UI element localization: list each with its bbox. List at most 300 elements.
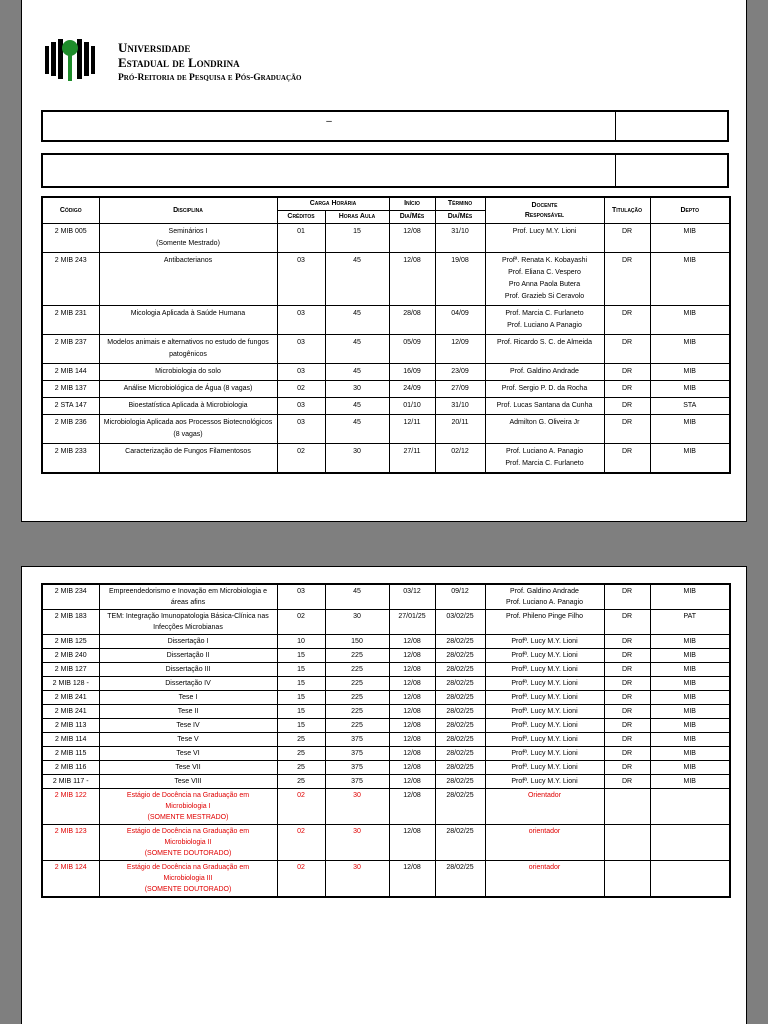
cell-disciplina-line: Seminários I bbox=[168, 228, 208, 235]
cell-docente bbox=[485, 733, 604, 747]
cell-disciplina bbox=[99, 253, 277, 306]
cell-titulacao: DR bbox=[604, 663, 650, 677]
cell-termino: 28/02/25 bbox=[435, 691, 485, 705]
cell-horas: 150 bbox=[325, 635, 389, 649]
cell-inicio: 28/08 bbox=[389, 306, 435, 335]
table-row bbox=[42, 747, 730, 761]
cell-inicio: 12/08 bbox=[389, 789, 435, 825]
cell-docente-line: Prof. Luciano A Panagio bbox=[507, 322, 582, 329]
cell-disciplina bbox=[99, 364, 277, 381]
cell-inicio: 12/08 bbox=[389, 719, 435, 733]
cell-titulacao: DR bbox=[604, 335, 650, 364]
cell-creditos: 02 bbox=[277, 825, 325, 861]
cell-creditos: 15 bbox=[277, 677, 325, 691]
cell-inicio: 01/10 bbox=[389, 398, 435, 415]
table-row bbox=[42, 335, 730, 364]
cell-disciplina-line: Estágio de Docência na Graduação em bbox=[126, 864, 250, 871]
cell-creditos: 03 bbox=[277, 364, 325, 381]
cell-horas: 45 bbox=[325, 584, 389, 610]
cell-codigo: 2 MIB 144 bbox=[42, 364, 99, 381]
cell-disciplina bbox=[99, 381, 277, 398]
cell-horas: 15 bbox=[325, 224, 389, 253]
col-titulacao: Titulação bbox=[604, 197, 650, 224]
cell-depto: MIB bbox=[650, 335, 730, 364]
cell-horas: 225 bbox=[325, 691, 389, 705]
cell-creditos: 02 bbox=[277, 610, 325, 635]
table-row bbox=[42, 775, 730, 789]
cell-creditos: 03 bbox=[277, 253, 325, 306]
cell-docente-line: Profª. Lucy M.Y. Lioni bbox=[511, 666, 578, 673]
table-row bbox=[42, 398, 730, 415]
cell-disciplina-line: Antibacterianos bbox=[163, 257, 213, 264]
cell-creditos: 25 bbox=[277, 733, 325, 747]
cell-titulacao bbox=[604, 789, 650, 825]
cell-creditos: 03 bbox=[277, 415, 325, 444]
cell-docente-line: Prof. Luciano A. Panagio bbox=[505, 599, 584, 606]
university-header bbox=[118, 40, 302, 85]
cell-titulacao: DR bbox=[604, 398, 650, 415]
cell-depto: MIB bbox=[650, 705, 730, 719]
cell-docente bbox=[485, 789, 604, 825]
cell-codigo: 2 MIB 236 bbox=[42, 415, 99, 444]
cell-horas: 375 bbox=[325, 733, 389, 747]
cell-disciplina-line: Tese IV bbox=[176, 722, 200, 729]
cell-creditos: 15 bbox=[277, 719, 325, 733]
cell-disciplina-line: Dissertação IV bbox=[165, 680, 211, 687]
cell-creditos: 03 bbox=[277, 584, 325, 610]
col-depto: Depto bbox=[650, 197, 730, 224]
table-row bbox=[42, 635, 730, 649]
col-termino: Término bbox=[435, 197, 485, 211]
subtitle-box-divider bbox=[615, 155, 616, 186]
cell-inicio: 12/08 bbox=[389, 224, 435, 253]
cell-codigo: 2 MIB 241 bbox=[42, 691, 99, 705]
cell-codigo: 2 MIB 114 bbox=[42, 733, 99, 747]
cell-depto bbox=[650, 825, 730, 861]
cell-horas: 45 bbox=[325, 364, 389, 381]
cell-termino: 28/02/25 bbox=[435, 635, 485, 649]
cell-horas: 30 bbox=[325, 861, 389, 898]
cell-docente bbox=[485, 444, 604, 474]
cell-inicio: 24/09 bbox=[389, 381, 435, 398]
cell-disciplina-line: Análise Microbiológica de Água (8 vagas) bbox=[123, 385, 253, 392]
cell-docente bbox=[485, 691, 604, 705]
col-docente bbox=[485, 197, 604, 224]
cell-inicio: 12/08 bbox=[389, 649, 435, 663]
cell-depto: MIB bbox=[650, 691, 730, 705]
cell-inicio: 05/09 bbox=[389, 335, 435, 364]
cell-docente-line: Profª. Lucy M.Y. Lioni bbox=[511, 680, 578, 687]
cell-termino: 09/12 bbox=[435, 584, 485, 610]
cell-horas: 45 bbox=[325, 335, 389, 364]
table-row bbox=[42, 415, 730, 444]
cell-codigo: 2 MIB 127 bbox=[42, 663, 99, 677]
table-row bbox=[42, 253, 730, 306]
cell-disciplina bbox=[99, 335, 277, 364]
cell-creditos: 15 bbox=[277, 663, 325, 677]
table-1-header-row-1 bbox=[42, 197, 730, 211]
cell-titulacao: DR bbox=[604, 224, 650, 253]
cell-docente bbox=[485, 364, 604, 381]
cell-disciplina-line: Microbiologia II bbox=[164, 839, 212, 846]
cell-docente-line: Profª. Lucy M.Y. Lioni bbox=[511, 764, 578, 771]
table-1-body bbox=[42, 224, 730, 474]
cell-termino: 28/02/25 bbox=[435, 733, 485, 747]
cell-inicio: 12/08 bbox=[389, 747, 435, 761]
cell-horas: 375 bbox=[325, 761, 389, 775]
cell-disciplina-line: Dissertação II bbox=[166, 652, 210, 659]
cell-horas: 225 bbox=[325, 719, 389, 733]
cell-creditos: 25 bbox=[277, 761, 325, 775]
cell-creditos: 15 bbox=[277, 649, 325, 663]
cell-disciplina-line: Tese VI bbox=[176, 750, 200, 757]
table-row bbox=[42, 306, 730, 335]
cell-inicio: 27/01/25 bbox=[389, 610, 435, 635]
cell-docente-line: Profª. Lucy M.Y. Lioni bbox=[511, 750, 578, 757]
table-row bbox=[42, 610, 730, 635]
col-inicio: Início bbox=[389, 197, 435, 211]
cell-depto: MIB bbox=[650, 663, 730, 677]
cell-codigo: 2 MIB 122 bbox=[42, 789, 99, 825]
cell-termino: 28/02/25 bbox=[435, 649, 485, 663]
table-row bbox=[42, 649, 730, 663]
cell-disciplina bbox=[99, 825, 277, 861]
cell-disciplina-line: Empreendedorismo e Inovação em Microbiologia e áreas afins bbox=[109, 588, 267, 606]
table-row bbox=[42, 381, 730, 398]
cell-codigo: 2 MIB 183 bbox=[42, 610, 99, 635]
cell-depto: MIB bbox=[650, 224, 730, 253]
cell-creditos: 03 bbox=[277, 335, 325, 364]
cell-creditos: 25 bbox=[277, 747, 325, 761]
cell-disciplina bbox=[99, 761, 277, 775]
cell-termino: 28/02/25 bbox=[435, 761, 485, 775]
cell-docente-line: Prof. Ricardo S. C. de Almeida bbox=[497, 339, 592, 346]
cell-depto bbox=[650, 789, 730, 825]
cell-disciplina bbox=[99, 677, 277, 691]
cell-docente-line: Prof. Galdino Andrade bbox=[510, 368, 579, 375]
cell-termino: 12/09 bbox=[435, 335, 485, 364]
cell-docente-line: Prof. Phileno Pinge Filho bbox=[505, 613, 584, 620]
cell-disciplina bbox=[99, 444, 277, 474]
cell-inicio: 12/08 bbox=[389, 253, 435, 306]
cell-titulacao: DR bbox=[604, 415, 650, 444]
cell-titulacao: DR bbox=[604, 306, 650, 335]
cell-docente-line: Profª. Lucy M.Y. Lioni bbox=[511, 694, 578, 701]
cell-disciplina-line: Dissertação I bbox=[167, 638, 209, 645]
cell-inicio: 03/12 bbox=[389, 584, 435, 610]
cell-disciplina-line: Tese VIII bbox=[174, 778, 202, 785]
cell-docente bbox=[485, 415, 604, 444]
cell-disciplina bbox=[99, 306, 277, 335]
cell-termino: 28/02/25 bbox=[435, 775, 485, 789]
cell-docente bbox=[485, 584, 604, 610]
cell-disciplina-line: Microbiologia do solo bbox=[155, 368, 221, 375]
cell-codigo: 2 MIB 137 bbox=[42, 381, 99, 398]
cell-depto: MIB bbox=[650, 677, 730, 691]
cell-termino: 27/09 bbox=[435, 381, 485, 398]
cell-termino: 31/10 bbox=[435, 398, 485, 415]
cell-disciplina-line: Microbiologia I bbox=[165, 803, 211, 810]
cell-docente-line: Prof. Sergio P. D. da Rocha bbox=[501, 385, 588, 392]
cell-titulacao: DR bbox=[604, 691, 650, 705]
cell-docente-line: Prof. Luciano A. Panagio bbox=[505, 448, 584, 455]
cell-disciplina bbox=[99, 733, 277, 747]
cell-titulacao: DR bbox=[604, 610, 650, 635]
cell-disciplina-line: Modelos animais e alternativos no estudo de fungos patogênicos bbox=[107, 339, 269, 358]
cell-docente bbox=[485, 381, 604, 398]
cell-horas: 225 bbox=[325, 663, 389, 677]
table-row bbox=[42, 789, 730, 825]
cell-docente-line: Profª. Lucy M.Y. Lioni bbox=[511, 652, 578, 659]
cell-titulacao: DR bbox=[604, 761, 650, 775]
title-box-divider bbox=[615, 112, 616, 140]
cell-creditos: 01 bbox=[277, 224, 325, 253]
cell-disciplina bbox=[99, 789, 277, 825]
col-carga-horaria: Carga Horária bbox=[277, 197, 389, 211]
cell-horas: 30 bbox=[325, 610, 389, 635]
cell-termino: 28/02/25 bbox=[435, 789, 485, 825]
cell-termino: 23/09 bbox=[435, 364, 485, 381]
cell-horas: 30 bbox=[325, 789, 389, 825]
cell-termino: 28/02/25 bbox=[435, 663, 485, 677]
cell-docente bbox=[485, 719, 604, 733]
cell-disciplina-line: Micologia Aplicada à Saúde Humana bbox=[130, 310, 246, 317]
cell-titulacao: DR bbox=[604, 719, 650, 733]
cell-docente bbox=[485, 610, 604, 635]
cell-depto: MIB bbox=[650, 719, 730, 733]
cell-horas: 375 bbox=[325, 747, 389, 761]
col-inicio-dia-mes: Dia/Mês bbox=[389, 211, 435, 224]
cell-depto: MIB bbox=[650, 761, 730, 775]
cell-inicio: 12/08 bbox=[389, 691, 435, 705]
cell-termino: 03/02/25 bbox=[435, 610, 485, 635]
cell-termino: 19/08 bbox=[435, 253, 485, 306]
cell-depto: MIB bbox=[650, 733, 730, 747]
cell-codigo: 2 MIB 005 bbox=[42, 224, 99, 253]
table-row bbox=[42, 444, 730, 474]
university-line1: Universidade bbox=[118, 40, 191, 55]
col-docente-line2: Responsável bbox=[524, 211, 565, 219]
cell-horas: 225 bbox=[325, 705, 389, 719]
cell-termino: 20/11 bbox=[435, 415, 485, 444]
cell-docente-line: Profª. Lucy M.Y. Lioni bbox=[511, 778, 578, 785]
cell-disciplina bbox=[99, 635, 277, 649]
cell-disciplina-line: Bioestatística Aplicada à Microbiologia bbox=[128, 402, 248, 409]
cell-disciplina bbox=[99, 691, 277, 705]
cell-codigo: 2 MIB 243 bbox=[42, 253, 99, 306]
cell-disciplina-line: (Somente Mestrado) bbox=[156, 240, 220, 247]
cell-docente bbox=[485, 677, 604, 691]
cell-docente-line: orientador bbox=[528, 828, 561, 835]
cell-docente bbox=[485, 825, 604, 861]
table-row bbox=[42, 677, 730, 691]
cell-docente-line: Prof. Galdino Andrade bbox=[510, 588, 579, 595]
cell-termino: 28/02/25 bbox=[435, 825, 485, 861]
cell-inicio: 12/11 bbox=[389, 415, 435, 444]
cell-docente bbox=[485, 747, 604, 761]
cell-disciplina bbox=[99, 663, 277, 677]
cell-codigo: 2 MIB 241 bbox=[42, 705, 99, 719]
cell-docente bbox=[485, 775, 604, 789]
cell-depto: MIB bbox=[650, 775, 730, 789]
table-row bbox=[42, 224, 730, 253]
col-codigo: Código bbox=[42, 197, 99, 224]
department-name: Pró-Reitoria de Pesquisa e Pós-Graduação bbox=[118, 73, 302, 83]
cell-docente-line: Profª. Lucy M.Y. Lioni bbox=[511, 708, 578, 715]
cell-disciplina-line: Tese I bbox=[178, 694, 198, 701]
col-creditos: Créditos bbox=[277, 211, 325, 224]
cell-creditos: 02 bbox=[277, 861, 325, 898]
cell-disciplina-line: (SOMENTE MESTRADO) bbox=[147, 814, 229, 821]
cell-docente-line: Prof. Grazieb Si Ceravolo bbox=[504, 293, 585, 300]
cell-titulacao: DR bbox=[604, 775, 650, 789]
cell-inicio: 12/08 bbox=[389, 775, 435, 789]
cell-horas: 375 bbox=[325, 775, 389, 789]
uel-logo bbox=[44, 38, 96, 82]
cell-titulacao: DR bbox=[604, 444, 650, 474]
subtitle-box bbox=[41, 153, 729, 188]
cell-docente-line: Profª. Lucy M.Y. Lioni bbox=[511, 722, 578, 729]
cell-creditos: 10 bbox=[277, 635, 325, 649]
cell-termino: 31/10 bbox=[435, 224, 485, 253]
table-2-body bbox=[42, 584, 730, 897]
title-box-text: – bbox=[326, 116, 332, 127]
cell-docente-line: Orientador bbox=[527, 792, 562, 799]
cell-creditos: 02 bbox=[277, 444, 325, 474]
cell-inicio: 12/08 bbox=[389, 663, 435, 677]
cell-codigo: 2 MIB 233 bbox=[42, 444, 99, 474]
university-line2: Estadual de Londrina bbox=[118, 55, 240, 70]
cell-disciplina bbox=[99, 861, 277, 898]
cell-docente-line: orientador bbox=[528, 864, 561, 871]
cell-disciplina-line: Microbiologia III bbox=[163, 875, 213, 882]
cell-termino: 28/02/25 bbox=[435, 677, 485, 691]
cell-codigo: 2 MIB 123 bbox=[42, 825, 99, 861]
cell-docente bbox=[485, 306, 604, 335]
cell-titulacao: DR bbox=[604, 705, 650, 719]
cell-docente bbox=[485, 649, 604, 663]
cell-disciplina bbox=[99, 747, 277, 761]
cell-termino: 28/02/25 bbox=[435, 747, 485, 761]
cell-titulacao: DR bbox=[604, 381, 650, 398]
cell-titulacao: DR bbox=[604, 364, 650, 381]
col-termino-dia-mes: Dia/Mês bbox=[435, 211, 485, 224]
cell-depto: MIB bbox=[650, 584, 730, 610]
cell-titulacao: DR bbox=[604, 677, 650, 691]
cell-codigo: 2 MIB 115 bbox=[42, 747, 99, 761]
cell-codigo: 2 MIB 231 bbox=[42, 306, 99, 335]
cell-disciplina bbox=[99, 775, 277, 789]
cell-horas: 45 bbox=[325, 306, 389, 335]
cell-codigo: 2 MIB 116 bbox=[42, 761, 99, 775]
table-row bbox=[42, 364, 730, 381]
table-row bbox=[42, 705, 730, 719]
cell-codigo: 2 MIB 234 bbox=[42, 584, 99, 610]
cell-docente bbox=[485, 635, 604, 649]
cell-docente-line: Prof. Marcia C. Furlaneto bbox=[505, 310, 584, 317]
cell-disciplina bbox=[99, 584, 277, 610]
cell-codigo: 2 STA 147 bbox=[42, 398, 99, 415]
cell-docente-line: Admilton G. Oliveira Jr bbox=[509, 419, 580, 426]
cell-docente-line: Prof. Lucy M.Y. Lioni bbox=[512, 228, 577, 235]
cell-horas: 45 bbox=[325, 253, 389, 306]
cell-inicio: 12/08 bbox=[389, 761, 435, 775]
cell-docente-line: Prof. Lucas Santana da Cunha bbox=[496, 402, 593, 409]
cell-docente bbox=[485, 861, 604, 898]
cell-termino: 04/09 bbox=[435, 306, 485, 335]
table-row bbox=[42, 761, 730, 775]
cell-disciplina-line: Tese VII bbox=[175, 764, 201, 771]
cell-creditos: 03 bbox=[277, 306, 325, 335]
col-horas-aula: Horas Aula bbox=[325, 211, 389, 224]
cell-titulacao: DR bbox=[604, 253, 650, 306]
cell-docente bbox=[485, 398, 604, 415]
cell-disciplina bbox=[99, 649, 277, 663]
cell-disciplina-line: Estágio de Docência na Graduação em bbox=[126, 792, 250, 799]
cell-disciplina-line: Caracterização de Fungos Filamentosos bbox=[125, 448, 251, 455]
cell-termino: 28/02/25 bbox=[435, 705, 485, 719]
col-disciplina: Disciplina bbox=[99, 197, 277, 224]
cell-horas: 225 bbox=[325, 649, 389, 663]
cell-titulacao: DR bbox=[604, 635, 650, 649]
cell-depto: STA bbox=[650, 398, 730, 415]
cell-horas: 45 bbox=[325, 398, 389, 415]
cell-docente-line: Profª. Lucy M.Y. Lioni bbox=[511, 638, 578, 645]
cell-creditos: 15 bbox=[277, 705, 325, 719]
cell-depto: MIB bbox=[650, 381, 730, 398]
cell-disciplina bbox=[99, 719, 277, 733]
cell-docente-line: Profª. Lucy M.Y. Lioni bbox=[511, 736, 578, 743]
cell-codigo: 2 MIB 237 bbox=[42, 335, 99, 364]
cell-termino: 28/02/25 bbox=[435, 861, 485, 898]
table-row bbox=[42, 825, 730, 861]
cell-docente-line: Prof. Eliana C. Vespero bbox=[508, 269, 581, 276]
cell-disciplina bbox=[99, 705, 277, 719]
cell-inicio: 12/08 bbox=[389, 733, 435, 747]
cell-creditos: 15 bbox=[277, 691, 325, 705]
cell-titulacao: DR bbox=[604, 584, 650, 610]
cell-docente bbox=[485, 663, 604, 677]
cell-disciplina bbox=[99, 415, 277, 444]
cell-depto: MIB bbox=[650, 635, 730, 649]
cell-depto: MIB bbox=[650, 415, 730, 444]
cell-codigo: 2 MIB 117 - bbox=[42, 775, 99, 789]
cell-disciplina bbox=[99, 610, 277, 635]
cell-horas: 225 bbox=[325, 677, 389, 691]
cell-inicio: 12/08 bbox=[389, 825, 435, 861]
title-box bbox=[41, 110, 729, 142]
col-docente-line1: Docente bbox=[531, 201, 558, 209]
cell-titulacao: DR bbox=[604, 649, 650, 663]
cell-titulacao bbox=[604, 861, 650, 898]
cell-docente bbox=[485, 761, 604, 775]
cell-termino: 28/02/25 bbox=[435, 719, 485, 733]
cell-disciplina bbox=[99, 224, 277, 253]
cell-horas: 30 bbox=[325, 825, 389, 861]
cell-codigo: 2 MIB 113 bbox=[42, 719, 99, 733]
course-table-1 bbox=[41, 196, 731, 474]
cell-disciplina-line: Microbiologia Aplicada aos Processos Biotecnológicos (8 vagas) bbox=[103, 419, 273, 438]
cell-docente-line: Prof. Marcia C. Furlaneto bbox=[505, 460, 584, 467]
table-row bbox=[42, 691, 730, 705]
cell-creditos: 02 bbox=[277, 381, 325, 398]
cell-depto: MIB bbox=[650, 306, 730, 335]
cell-codigo: 2 MIB 128 - bbox=[42, 677, 99, 691]
cell-inicio: 16/09 bbox=[389, 364, 435, 381]
table-row bbox=[42, 861, 730, 898]
cell-horas: 30 bbox=[325, 444, 389, 474]
cell-disciplina-line: (SOMENTE DOUTORADO) bbox=[144, 886, 232, 893]
